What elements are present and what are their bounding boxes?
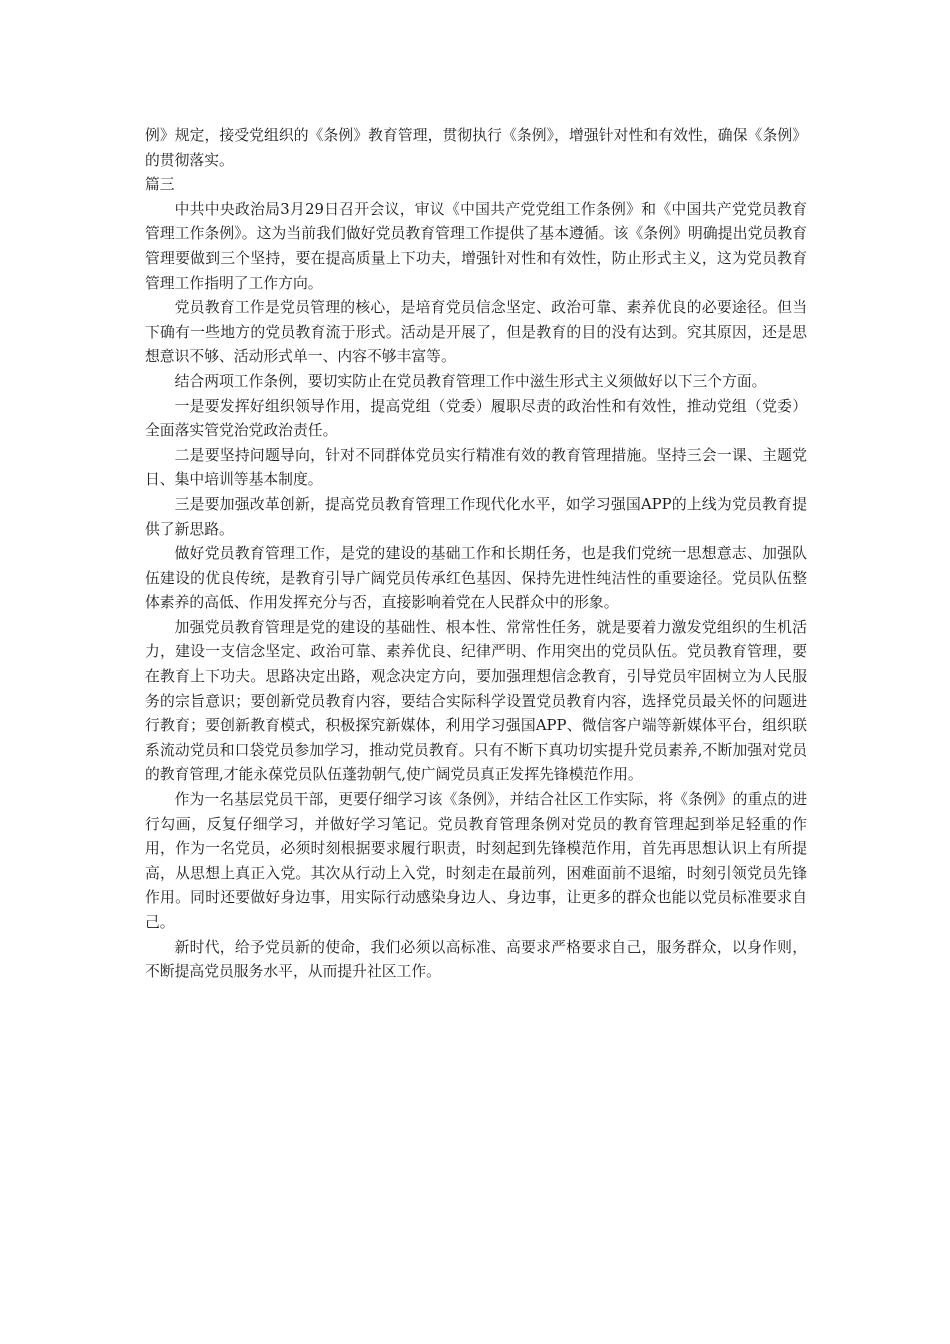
paragraph-7: 做好党员教育管理工作，是党的建设的基础工作和长期任务，也是我们党统一思想意志、加强队伍建设的优良传统，是教育引导广阔党员传承红色基因、保持先进性纯洁性的重要途径。党员队伍整体素养的高低、作用发挥充分与否，直接影响着党在人民群众中的形象。 bbox=[145, 545, 807, 612]
section-title: 篇三 bbox=[145, 176, 175, 194]
paragraph-2: 党员教育工作是党员管理的核心，是培育党员信念坚定、政治可靠、素养优良的必要途径。但当下确有一些地方的党员教育流于形式。活动是开展了，但是教育的目的没有达到。究其原因，还是思想意识不够、活动形式单一、内容不够丰富等。 bbox=[145, 299, 807, 366]
paragraph-6: 三是要加强改革创新，提高党员教育管理工作现代化水平，如学习强国APP的上线为党员教育提供了新思路。 bbox=[145, 495, 807, 538]
paragraph-8: 加强党员教育管理是党的建设的基础性、根本性、常常性任务，就是要着力激发党组织的生机活力，建设一支信念坚定、政治可靠、素养优良、纪律严明、作用突出的党员队伍。党员教育管理，要在教育上下功夫。思路决定出路，观念决定方向，要加强理想信念教育，引导党员牢固树立为人民服务的宗旨意识；要创新党员教育内容，要结合实际科学设置党员教育内容，选择党员最关怀的问题进行教育；要创新教育模式，积极探究新媒体，利用学习强国APP、微信客户端等新媒体平台，组织联系流动党员和口袋党员参加学习，推动党员教育。只有不断下真功切实提升党员素养,不断加强对党员的教育管理,才能永葆党员队伍蓬勃朝气,使广阔党员真正发挥先锋模范作用。 bbox=[145, 618, 807, 784]
paragraph-4: 一是要发挥好组织领导作用，提高党组（党委）履职尽责的政治性和有效性，推动党组（党委）全面落实管党治党政治责任。 bbox=[145, 397, 807, 440]
paragraph-10: 新时代，给予党员新的使命，我们必须以高标准、高要求严格要求自己，服务群众，以身作则，不断提高党员服务水平，从而提升社区工作。 bbox=[145, 938, 807, 981]
paragraph-1: 中共中央政治局3月29日召开会议，审议《中国共产党党组工作条例》和《中国共产党党员教育管理工作条例》。这为当前我们做好党员教育管理工作提供了基本遵循。该《条例》明确提出党员教育管理要做到三个坚持，要在提高质量上下功夫，增强针对性和有效性，防止形式主义，这为党员教育管理工作指明了工作方向。 bbox=[145, 200, 807, 292]
paragraph-9: 作为一名基层党员干部，更要仔细学习该《条例》，并结合社区工作实际，将《条例》的重点的进行勾画，反复仔细学习，并做好学习笔记。党员教育管理条例对党员的教育管理起到举足轻重的作用，作为一名党员，必须时刻根据要求履行职责，时刻起到先锋模范作用，首先再思想认识上有所提高，从思想上真正入党。其次从行动上入党，时刻走在最前列，困难面前不退缩，时刻引领党员先锋作用。同时还要做好身边事，用实际行动感染身边人、身边事，让更多的群众也能以党员标准要求自己。 bbox=[145, 791, 807, 931]
paragraph-3: 结合两项工作条例，要切实防止在党员教育管理工作中滋生形式主义须做好以下三个方面。 bbox=[174, 372, 767, 390]
document-body bbox=[145, 124, 807, 985]
continuation-paragraph: 例》规定，接受党组织的《条例》教育管理，贯彻执行《条例》，增强针对性和有效性，确保《条例》的贯彻落实。 bbox=[145, 127, 807, 169]
paragraph-5: 二是要坚持问题导向，针对不同群体党员实行精准有效的教育管理措施。坚持三会一课、主题党日、集中培训等基本制度。 bbox=[145, 446, 807, 489]
